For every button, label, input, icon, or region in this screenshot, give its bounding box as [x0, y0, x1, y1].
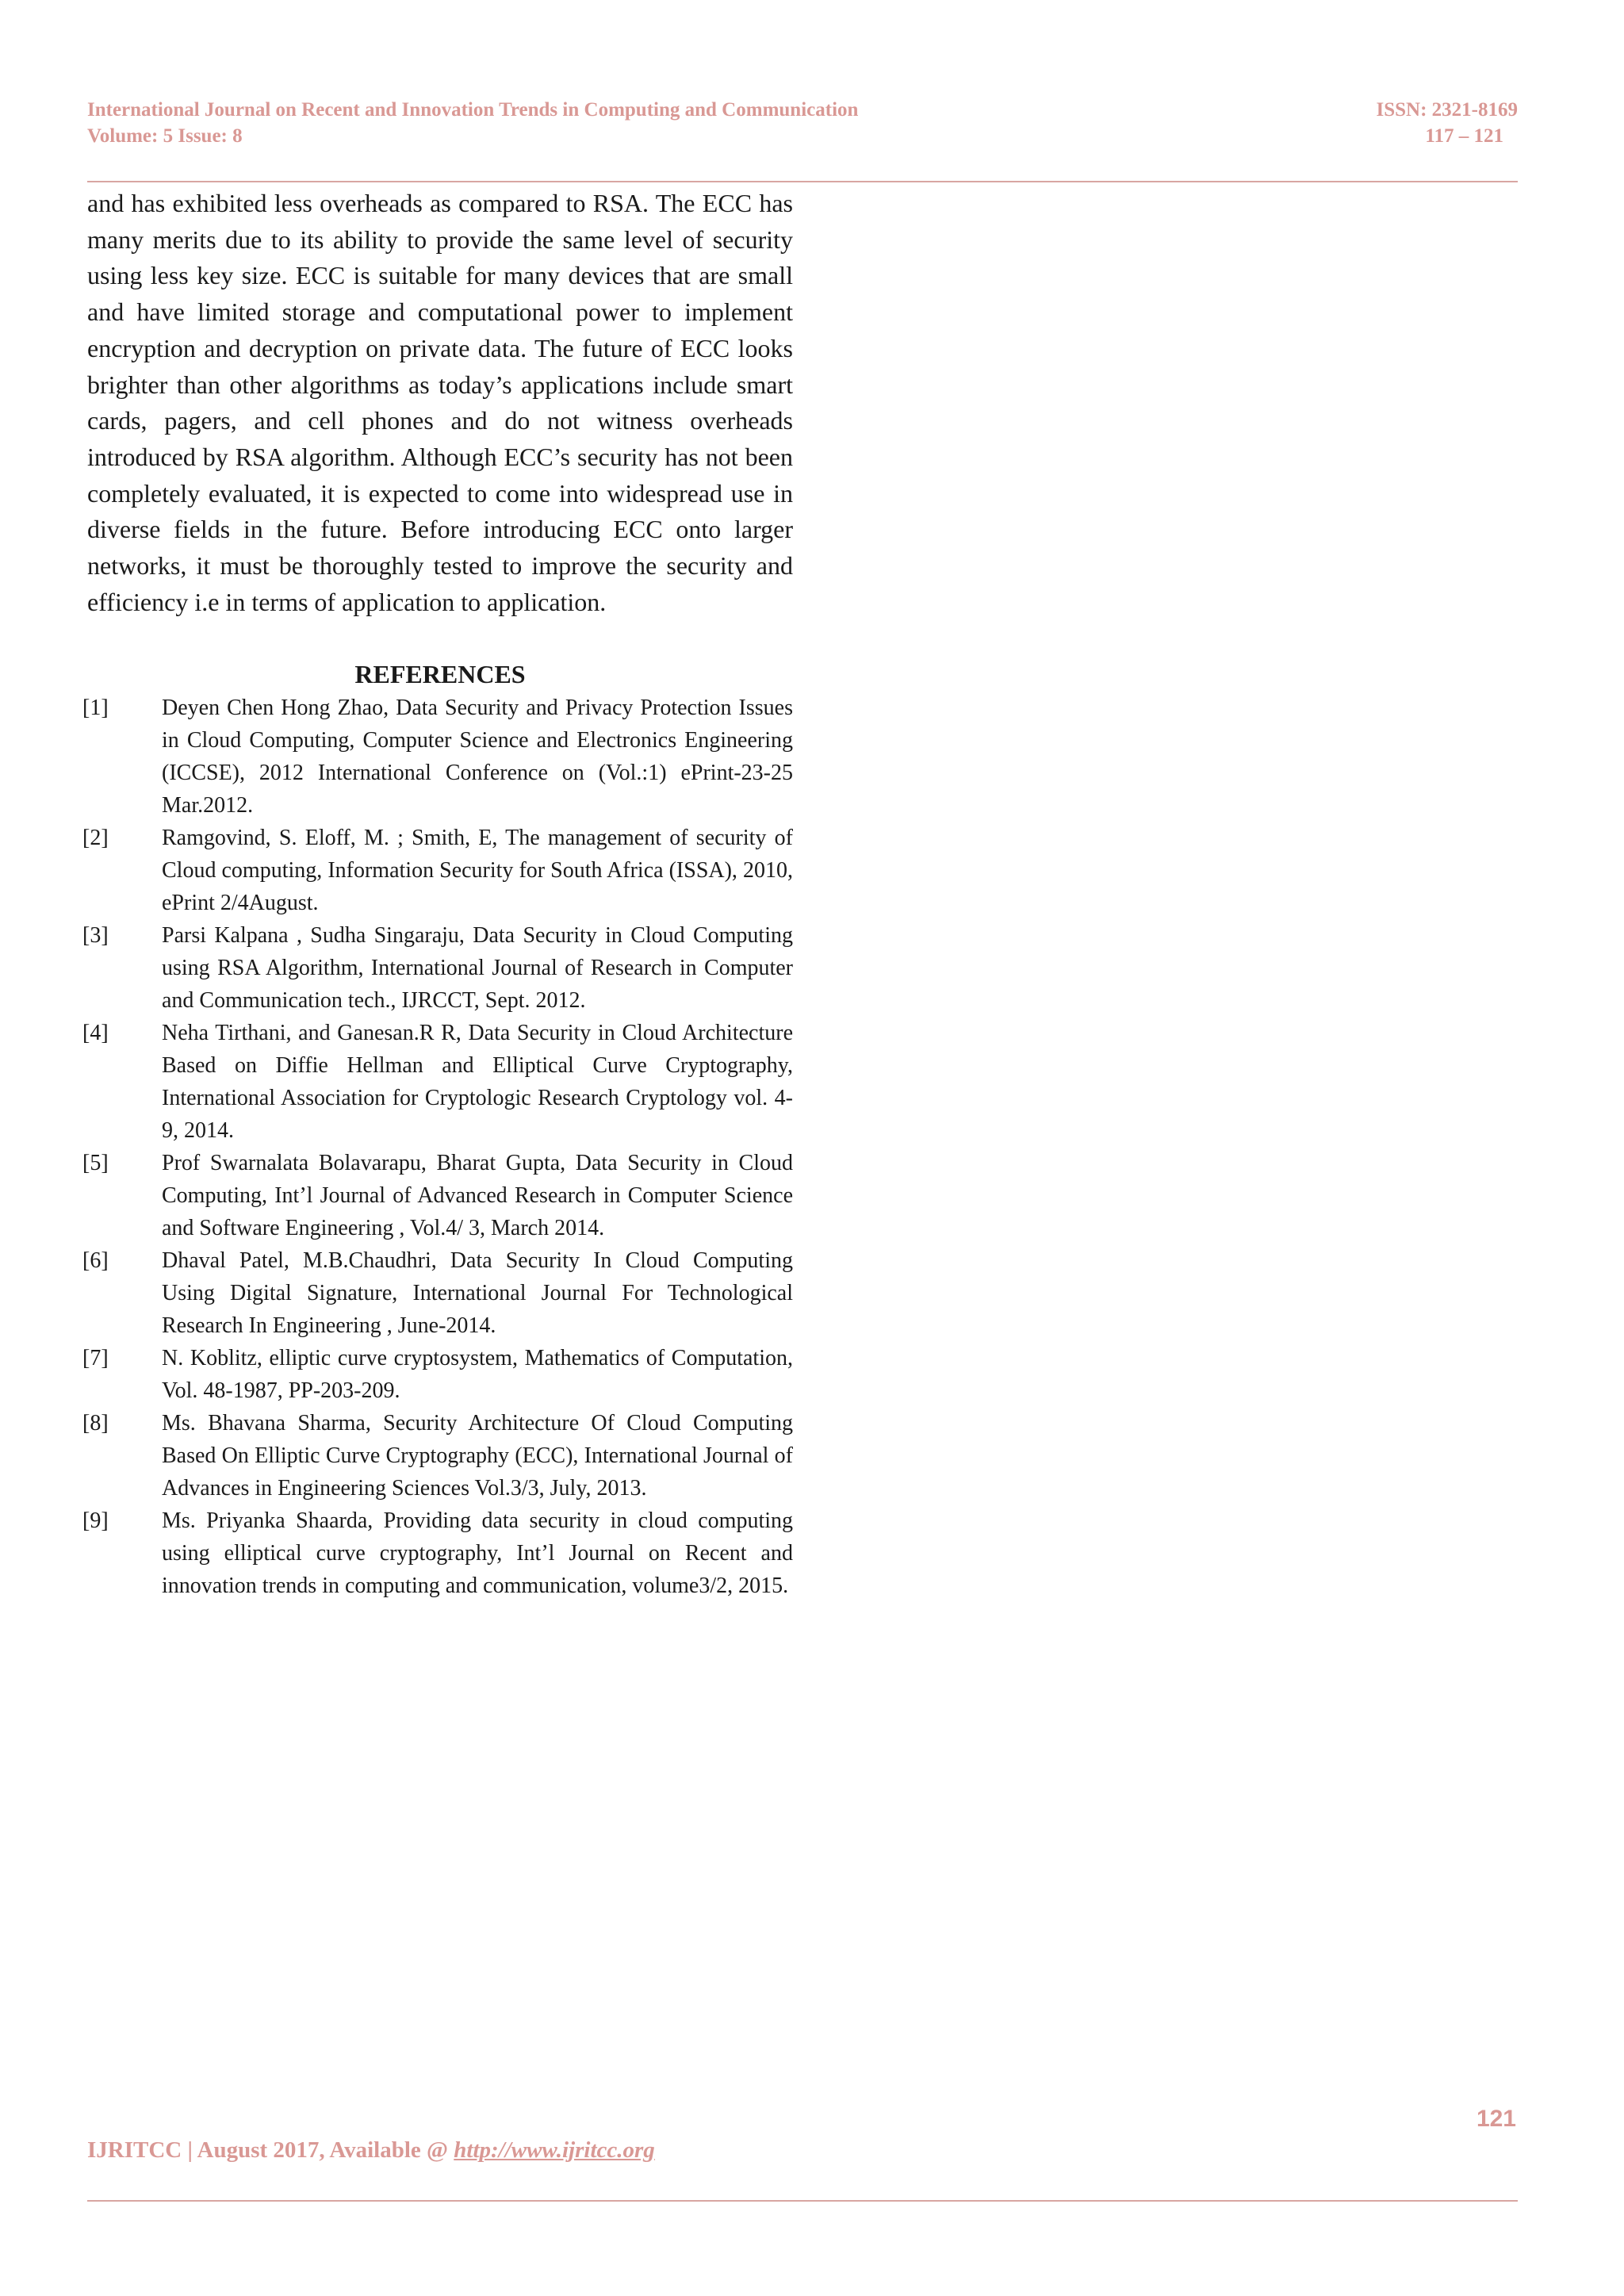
page-range: 117 – 121 [1425, 125, 1503, 147]
reference-text: Ramgovind, S. Eloff, M. ; Smith, E, The management of security of Cloud computing, Information Security for South Africa (ISSA), 2010, ePrint 2/4August. [162, 826, 793, 916]
journal-title: International Journal on Recent and Innovation Trends in Computing and Communication [87, 99, 859, 121]
reference-text: Prof Swarnalata Bolavarapu, Bharat Gupta, Data Security in Cloud Computing, Int’l Journal of Advanced Research in Computer Science and Software Engineering , Vol.4/ 3, March 2014. [162, 1151, 793, 1241]
references-heading: REFERENCES [354, 660, 526, 689]
reference-number: [1] [82, 696, 109, 721]
header-left [87, 97, 858, 149]
reference-item [82, 1504, 793, 1602]
body-paragraph: and has exhibited less overheads as compared to RSA. The ECC has many merits due to its ability to provide the same level of security using less key size. ECC is suitable for many devices that are small and have limited storage and computational power to implement encryption and decryption on private data. The future of ECC looks brighter than other algorithms as today’s applications include smart cards, pagers, and cell phones and do not witness overheads introduced by RSA algorithm. Although ECC’s security has not been completely evaluated, it is expected to come into widespread use in diverse fields in the future. Before introducing ECC onto larger networks, it must be thoroughly tested to improve the security and efficiency i.e in terms of application to application. [87, 189, 793, 616]
reference-number: [7] [82, 1346, 109, 1371]
reference-number: [4] [82, 1021, 109, 1046]
page-header [87, 97, 1518, 184]
volume-issue: Volume: 5 Issue: 8 [87, 125, 243, 147]
reference-item [82, 692, 793, 822]
reference-item [82, 1244, 793, 1342]
reference-item [82, 1342, 793, 1407]
reference-text: Parsi Kalpana , Sudha Singaraju, Data Security in Cloud Computing using RSA Algorithm, International Journal of Research in Computer and Communication tech., IJRCCT, Sept. 2012. [162, 923, 793, 1014]
reference-number: [5] [82, 1151, 109, 1176]
references-list [82, 692, 793, 1602]
header-right [1377, 97, 1519, 149]
reference-text: Ms. Bhavana Sharma, Security Architecture Of Cloud Computing Based On Elliptic Curve Cryptography (ECC), International Journal of Advances in Engineering Sciences Vol.3/3, July, 2013. [162, 1411, 793, 1501]
footer-divider [87, 2200, 1518, 2202]
footer-label: IJRITCC | August 2017, Available @ [87, 2137, 454, 2163]
reference-text: Dhaval Patel, M.B.Chaudhri, Data Security In Cloud Computing Using Digital Signature, International Journal For Technological Research In Engineering , June-2014. [162, 1248, 793, 1339]
reference-number: [8] [82, 1411, 109, 1436]
footer-citation [87, 2137, 655, 2164]
reference-text: Neha Tirthani, and Ganesan.R R, Data Security in Cloud Architecture Based on Diffie Hellman and Elliptical Curve Cryptography, International Association for Cryptologic Research Cryptology vol. 4-9, 2014. [162, 1021, 793, 1144]
header-divider [87, 181, 1518, 182]
reference-number: [3] [82, 923, 109, 949]
reference-number: [6] [82, 1248, 109, 1274]
page-number: 121 [1476, 2106, 1516, 2132]
reference-item [82, 919, 793, 1017]
page-footer [87, 2106, 1518, 2177]
left-column [82, 186, 793, 1602]
reference-text: N. Koblitz, elliptic curve cryptosystem, Mathematics of Computation, Vol. 48-1987, PP-203-209. [162, 1346, 793, 1404]
reference-item [82, 1017, 793, 1147]
reference-item [82, 822, 793, 919]
footer-website-link[interactable]: http://www.ijritcc.org [454, 2137, 655, 2163]
reference-text: Deyen Chen Hong Zhao, Data Security and Privacy Protection Issues in Cloud Computing, Computer Science and Electronics Engineering (ICCSE), 2012 International Conference on (Vol.:1) ePrint-23-25 Mar.2012. [162, 696, 793, 818]
reference-item [82, 1147, 793, 1244]
reference-number: [2] [82, 826, 109, 851]
issn: ISSN: 2321-8169 [1376, 99, 1518, 121]
reference-item [82, 1407, 793, 1504]
reference-number: [9] [82, 1508, 109, 1534]
reference-text: Ms. Priyanka Shaarda, Providing data security in cloud computing using elliptical curve cryptography, Int’l Journal on Recent and innovation trends in computing and communication, volume3/2, 2015. [162, 1508, 793, 1599]
